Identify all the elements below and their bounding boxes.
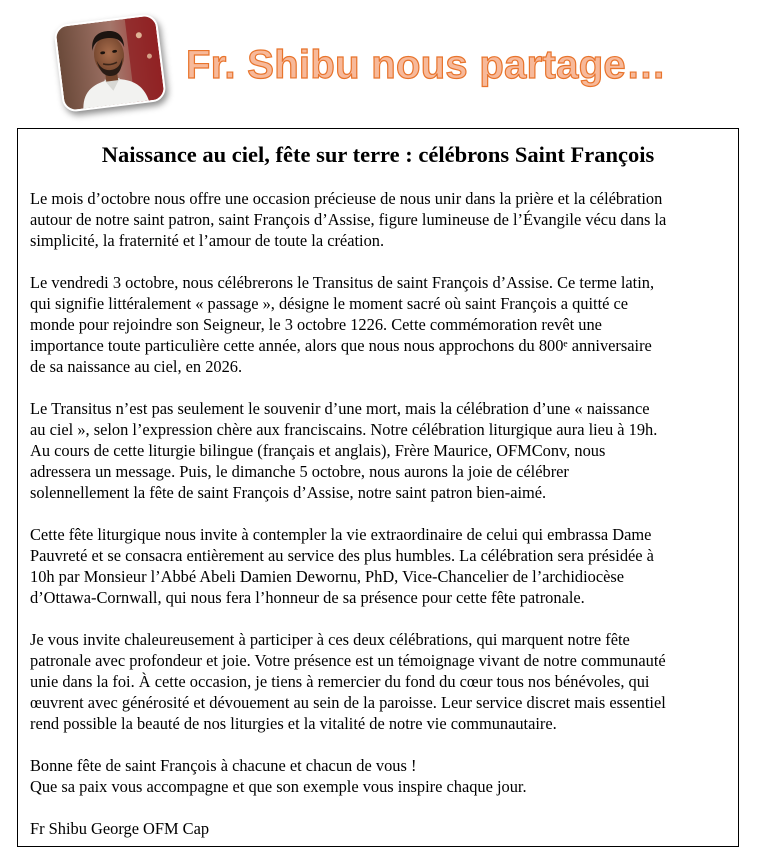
text-line: importance toute particulière cette année, alors que nous nous approchons du 800ᵉ anniversaire — [30, 336, 652, 355]
text-line: Le vendredi 3 octobre, nous célébrerons le Transitus de saint François d’Assise. Ce terme latin, — [30, 273, 655, 292]
text-line: rend possible la beauté de nos liturgies et la vitalité de notre vie communautaire. — [30, 714, 557, 733]
text-line: adressera un message. Puis, le dimanche 5 octobre, nous aurons la joie de célébrer — [30, 462, 569, 481]
paragraph-closing — [30, 755, 742, 797]
text-line: autour de notre saint patron, saint François d’Assise, figure lumineuse de l’Évangile vécu dans la — [30, 210, 667, 229]
text-line: solennellement la fête de saint François d’Assise, notre saint patron bien-aimé. — [30, 483, 547, 502]
text-line: Je vous invite chaleureusement à participer à ces deux célébrations, qui marquent notre fête — [30, 630, 630, 649]
paragraph-naissance — [30, 398, 742, 503]
page-header — [0, 0, 757, 120]
text-line: Le Transitus n’est pas seulement le souvenir d’une mort, mais la célébration d’une « naissance — [30, 399, 650, 418]
author-portrait-icon — [53, 13, 167, 113]
text-line: au ciel », selon l’expression chère aux franciscains. Notre célébration liturgique aura lieu à 19h. — [30, 420, 658, 439]
paragraph-fete — [30, 524, 742, 608]
portrait-image — [55, 15, 164, 111]
header-title: Fr. Shibu nous partage… — [186, 43, 667, 87]
text-line: qui signifie littéralement « passage », désigne le moment sacré où saint François a quitté ce — [30, 294, 629, 313]
text-line: Bonne fête de saint François à chacune et chacun de vous ! — [30, 756, 417, 775]
paragraph-transitus — [30, 272, 742, 377]
text-line: patronale avec profondeur et joie. Votre présence est un témoignage vivant de notre communauté — [30, 651, 666, 670]
text-line: Pauvreté et se consacra entièrement au service des plus humbles. La célébration sera présidée à — [30, 546, 654, 565]
article-body — [30, 188, 742, 860]
article-title: Naissance au ciel, fête sur terre : célébrons Saint François — [101, 142, 655, 167]
text-line: œuvrent avec générosité et dévouement au sein de la paroisse. Leur service discret mais essentiel — [30, 693, 666, 712]
text-line: Le mois d’octobre nous offre une occasion précieuse de nous unir dans la prière et la célébration — [30, 189, 663, 208]
text-line: Au cours de cette liturgie bilingue (français et anglais), Frère Maurice, OFMConv, nous — [30, 441, 606, 460]
text-line: unie dans la foi. À cette occasion, je tiens à remercier du fond du cœur tous nos bénévoles, qui — [30, 672, 650, 691]
text-line: monde pour rejoindre son Seigneur, le 3 octobre 1226. Cette commémoration revêt une — [30, 315, 602, 334]
article-box — [17, 128, 739, 847]
text-line: Cette fête liturgique nous invite à contempler la vie extraordinaire de celui qui embrassa Dame — [30, 525, 652, 544]
paragraph-invitation — [30, 629, 742, 734]
signature — [30, 818, 742, 839]
text-line: de sa naissance au ciel, en 2026. — [30, 357, 243, 376]
text-line: simplicité, la fraternité et l’amour de toute la création. — [30, 231, 385, 250]
signature-text: Fr Shibu George OFM Cap — [30, 819, 210, 838]
text-line: 10h par Monsieur l’Abbé Abeli Damien Dewornu, PhD, Vice-Chancelier de l’archidiocèse — [30, 567, 625, 586]
text-line: Que sa paix vous accompagne et que son exemple vous inspire chaque jour. — [30, 777, 527, 796]
text-line: d’Ottawa-Cornwall, qui nous fera l’honneur de sa présence pour cette fête patronale. — [30, 588, 585, 607]
paragraph-intro — [30, 188, 742, 251]
